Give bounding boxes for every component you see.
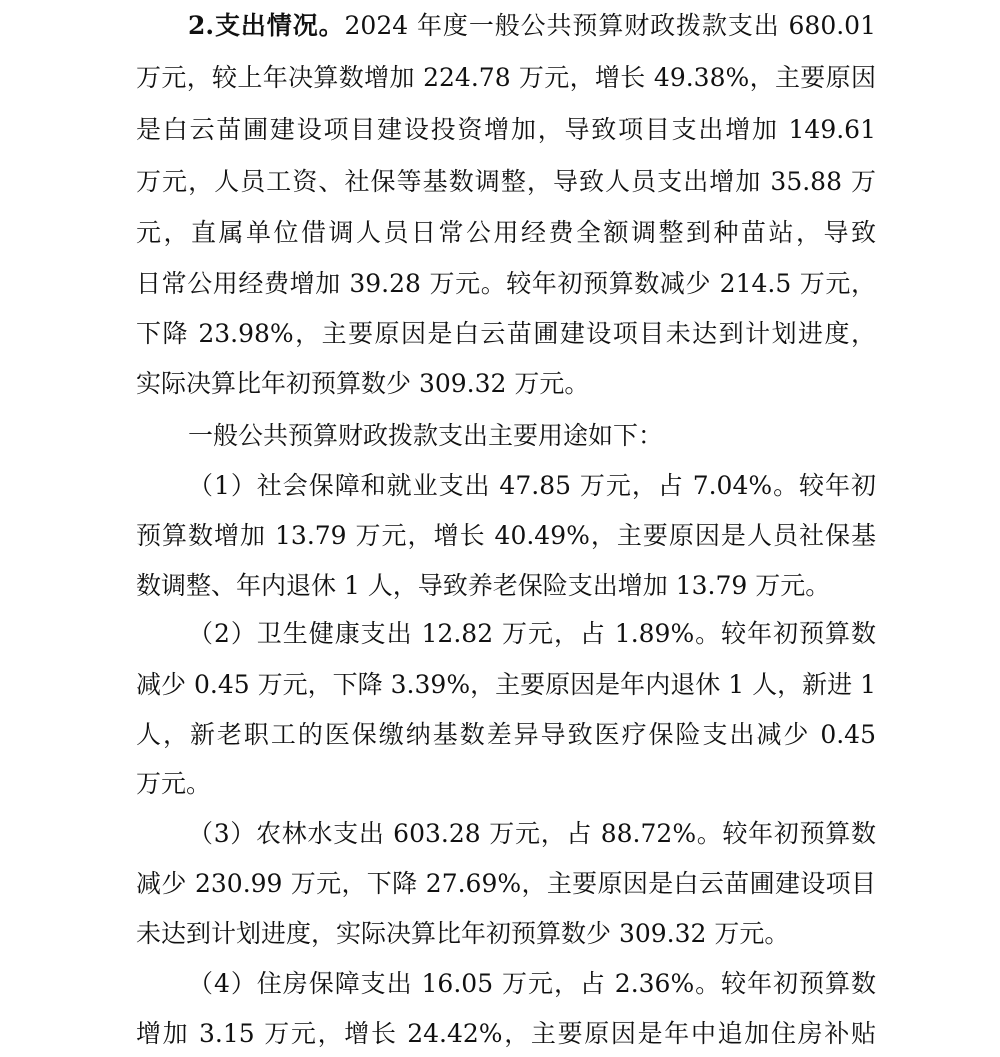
text-line: 日常公用经费增加 39.28 万元。较年初预算数减少 214.5 万元， xyxy=(136,269,876,298)
text-line: 元，直属单位借调人员日常公用经费全额调整到种苗站，导致 xyxy=(136,218,876,247)
text-line: 数调整、年内退休 1 人，导致养老保险支出增加 13.79 万元。 xyxy=(136,571,831,600)
text-line: 一般公共预算财政拨款支出主要用途如下： xyxy=(188,421,664,450)
text-line: 减少 0.45 万元，下降 3.39%，主要原因是年内退休 1 人，新进 1 xyxy=(136,670,876,699)
text-line: 万元，人员工资、社保等基数调整，导致人员支出增加 35.88 万 xyxy=(136,167,876,196)
text-line: 是白云苗圃建设项目建设投资增加，导致项目支出增加 149.61 xyxy=(136,115,876,144)
text-line: 增加 3.15 万元，增长 24.42%，主要原因是年中追加住房补贴 xyxy=(136,1019,876,1048)
text-line: （1）社会保障和就业支出 47.85 万元，占 7.04%。较年初 xyxy=(188,471,876,500)
text-line: （2）卫生健康支出 12.82 万元，占 1.89%。较年初预算数 xyxy=(188,619,876,648)
text-line: （3）农林水支出 603.28 万元，占 88.72%。较年初预算数 xyxy=(188,819,876,848)
text-line: 预算数增加 13.79 万元，增长 40.49%，主要原因是人员社保基 xyxy=(136,521,876,550)
text-line: 万元。 xyxy=(136,769,212,798)
text-line: 未达到计划进度，实际决算比年初预算数少 309.32 万元。 xyxy=(136,919,790,948)
text-line xyxy=(188,0,876,52)
line-text: 2024 年度一般公共预算财政拨款支出 680.01 xyxy=(344,11,876,40)
text-line: （4）住房保障支出 16.05 万元，占 2.36%。较年初预算数 xyxy=(188,969,876,998)
text-line: 人，新老职工的医保缴纳基数差异导致医疗保险支出减少 0.45 xyxy=(136,720,876,749)
text-line: 万元，较上年决算数增加 224.78 万元，增长 49.38%，主要原因 xyxy=(136,63,876,92)
text-line: 下降 23.98%，主要原因是白云苗圃建设项目未达到计划进度， xyxy=(136,319,876,348)
section-heading: 2.支出情况。 xyxy=(188,11,345,40)
text-line: 减少 230.99 万元，下降 27.69%，主要原因是白云苗圃建设项目 xyxy=(136,869,876,898)
text-line: 实际决算比年初预算数少 309.32 万元。 xyxy=(136,369,590,398)
